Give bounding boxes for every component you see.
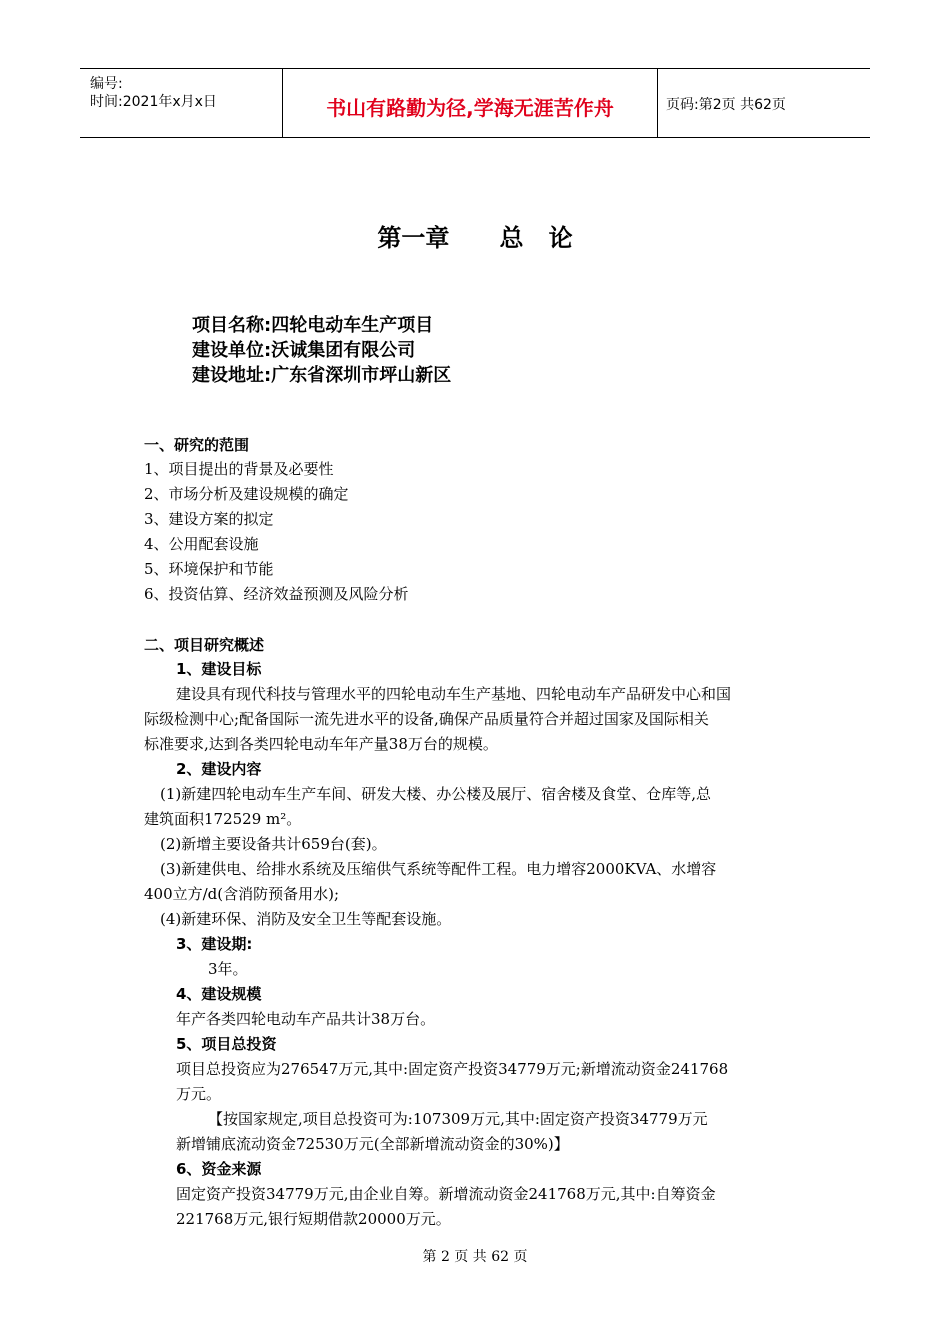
paragraph-line: 新增铺底流动资金72530万元(全部新增流动资金的30%)】 <box>176 1135 569 1153</box>
paragraph-line: 标准要求,达到各类四轮电动车年产量38万台的规模。 <box>144 735 498 753</box>
list-item: 5、环境保护和节能 <box>144 560 274 578</box>
page-header <box>80 68 870 138</box>
paragraph-line: 3年。 <box>208 960 248 978</box>
section-heading-overview: 二、项目研究概述 <box>144 636 265 654</box>
paragraph-line: 221768万元,银行短期借款20000万元。 <box>176 1210 451 1228</box>
paragraph-line: (2)新增主要设备共计659台(套)。 <box>160 835 387 853</box>
subheading-content: 2、建设内容 <box>176 760 262 778</box>
construction-unit: 建设单位:沃诚集团有限公司 <box>192 340 416 361</box>
paragraph-line: 建筑面积172529 m²。 <box>144 810 302 828</box>
paragraph-line: 际级检测中心;配备国际一流先进水平的设备,确保产品质量符合并超过国家及国际相关 <box>144 710 709 728</box>
list-item: 1、项目提出的背景及必要性 <box>144 460 334 478</box>
project-name: 项目名称:四轮电动车生产项目 <box>192 315 434 336</box>
construction-address: 建设地址:广东省深圳市坪山新区 <box>192 365 452 386</box>
header-page-cell <box>658 69 870 137</box>
list-item: 2、市场分析及建设规模的确定 <box>144 485 349 503</box>
document-date-label: 时间:2021年x月x日 <box>90 94 217 110</box>
paragraph-line: 项目总投资应为276547万元,其中:固定资产投资34779万元;新增流动资金241768 <box>176 1060 729 1078</box>
paragraph-line: 固定资产投资34779万元,由企业自筹。新增流动资金241768万元,其中:自筹资金 <box>176 1185 716 1203</box>
paragraph-line: 年产各类四轮电动车产品共计38万台。 <box>176 1010 436 1028</box>
page-footer: 第 2 页 共 62 页 <box>422 1249 528 1265</box>
paragraph-line: 400立方/d(含消防预备用水); <box>144 885 340 903</box>
subheading-goal: 1、建设目标 <box>176 660 262 678</box>
header-motto: 书山有路勤为径,学海无涯苦作舟 <box>326 96 614 120</box>
paragraph-line: 建设具有现代科技与管理水平的四轮电动车生产基地、四轮电动车产品研发中心和国 <box>176 685 732 703</box>
subheading-investment: 5、项目总投资 <box>176 1035 277 1053</box>
subheading-period: 3、建设期: <box>176 935 253 953</box>
paragraph-line: (1)新建四轮电动车生产车间、研发大楼、办公楼及展厅、宿舍楼及食堂、仓库等,总 <box>160 785 712 803</box>
paragraph-line: (3)新建供电、给排水系统及压缩供气系统等配件工程。电力增容2000KVA、水增容 <box>160 860 717 878</box>
header-page-info: 页码:第2页 共62页 <box>666 97 786 113</box>
list-item: 3、建设方案的拟定 <box>144 510 274 528</box>
document-number-label: 编号: <box>90 76 123 92</box>
subheading-scale: 4、建设规模 <box>176 985 262 1003</box>
list-item: 6、投资估算、经济效益预测及风险分析 <box>144 585 409 603</box>
section-heading-scope: 一、研究的范围 <box>144 436 250 454</box>
list-item: 4、公用配套设施 <box>144 535 259 553</box>
header-left-cell <box>80 69 283 137</box>
header-motto-cell <box>283 69 658 137</box>
paragraph-line: (4)新建环保、消防及安全卫生等配套设施。 <box>160 910 452 928</box>
chapter-title: 第一章 总 论 <box>377 224 573 252</box>
subheading-funding: 6、资金来源 <box>176 1160 262 1178</box>
paragraph-line: 万元。 <box>176 1085 222 1103</box>
paragraph-line: 【按国家规定,项目总投资可为:107309万元,其中:固定资产投资34779万元 <box>208 1110 708 1128</box>
